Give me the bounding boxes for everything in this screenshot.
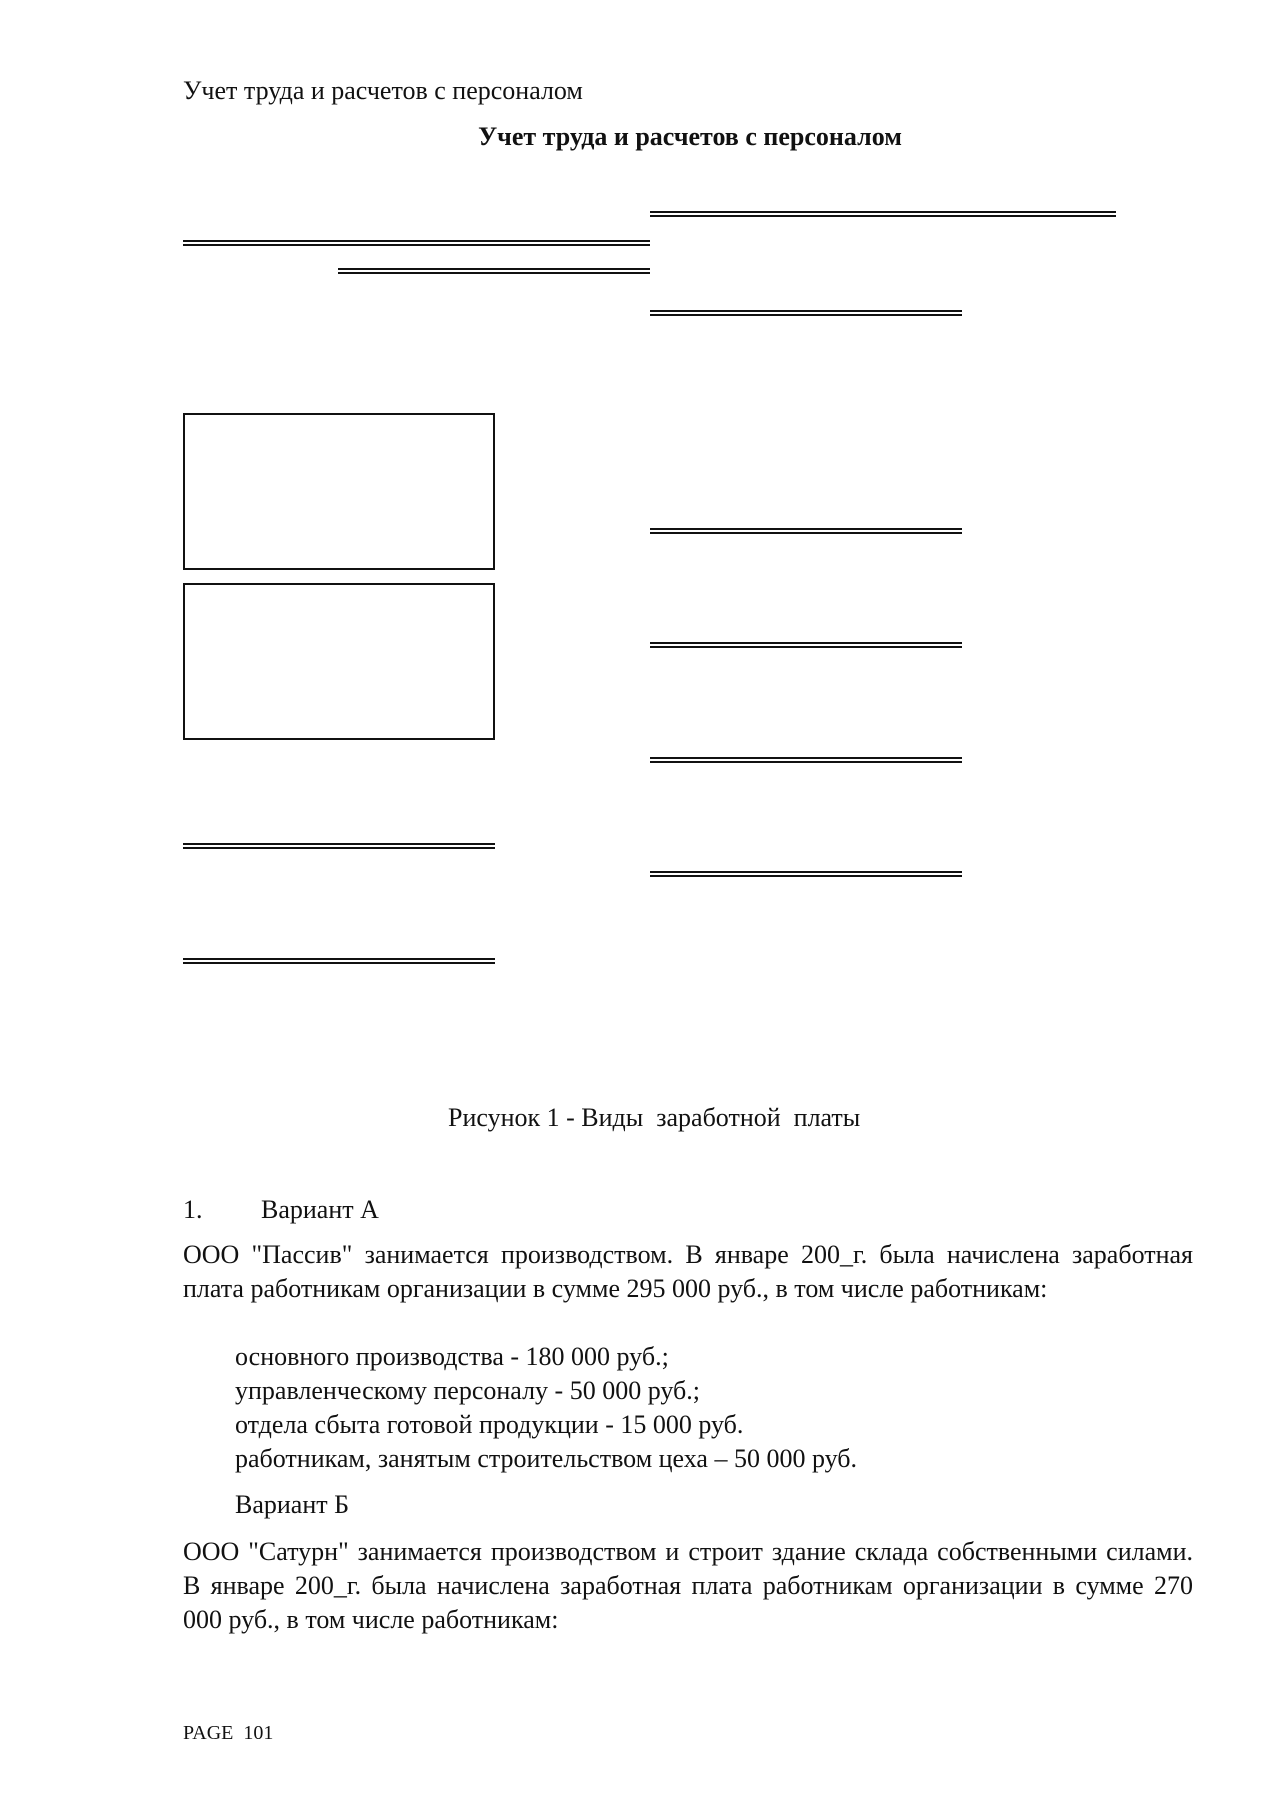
diagram-line-right-4 — [650, 757, 962, 763]
variant-a-item: основного производства - 180 000 руб.; — [235, 1342, 669, 1371]
page-number: PAGE 101 — [183, 1722, 274, 1744]
diagram-line-left-4 — [183, 958, 495, 964]
running-header: Учет труда и расчетов с персоналом — [183, 76, 583, 105]
variant-a-intro: ООО "Пассив" занимается производством. В январе 200_г. была начислена заработная плата работникам организации в сумме 295 000 руб., в том числе работникам: — [183, 1240, 1193, 1303]
variant-a-item: отдела сбыта готовой продукции - 15 000 руб. — [235, 1410, 744, 1439]
variant-a-item: работникам, занятым строительством цеха – 50 000 руб. — [235, 1444, 857, 1473]
variant-a-heading — [183, 1195, 379, 1225]
diagram-line-right-2 — [650, 528, 962, 534]
diagram-line-right-3 — [650, 642, 962, 648]
document-title: Учет труда и расчетов с персоналом — [478, 122, 902, 151]
diagram-line-left-short — [338, 268, 650, 274]
variant-a-heading-text: Вариант А — [261, 1195, 379, 1224]
diagram-box-2 — [183, 583, 495, 740]
diagram-line-right-5 — [650, 871, 962, 877]
variant-b-heading: Вариант Б — [235, 1490, 350, 1519]
figure-caption: Рисунок 1 - Виды заработной платы — [448, 1103, 861, 1132]
diagram-line-right-1 — [650, 310, 962, 316]
diagram-line-top-right — [650, 211, 1116, 217]
variant-b-intro: ООО "Сатурн" занимается производством и строит здание склада собственными силами. В январе 200_г. была начислена заработная плата работникам организации в сумме 270 000 руб., в том числе работникам: — [183, 1537, 1193, 1634]
diagram-box-1 — [183, 413, 495, 570]
diagram-line-left-long — [183, 240, 650, 246]
section-number: 1. — [183, 1195, 203, 1224]
diagram-line-left-3 — [183, 843, 495, 849]
variant-a-item: управленческому персоналу - 50 000 руб.; — [235, 1376, 700, 1405]
